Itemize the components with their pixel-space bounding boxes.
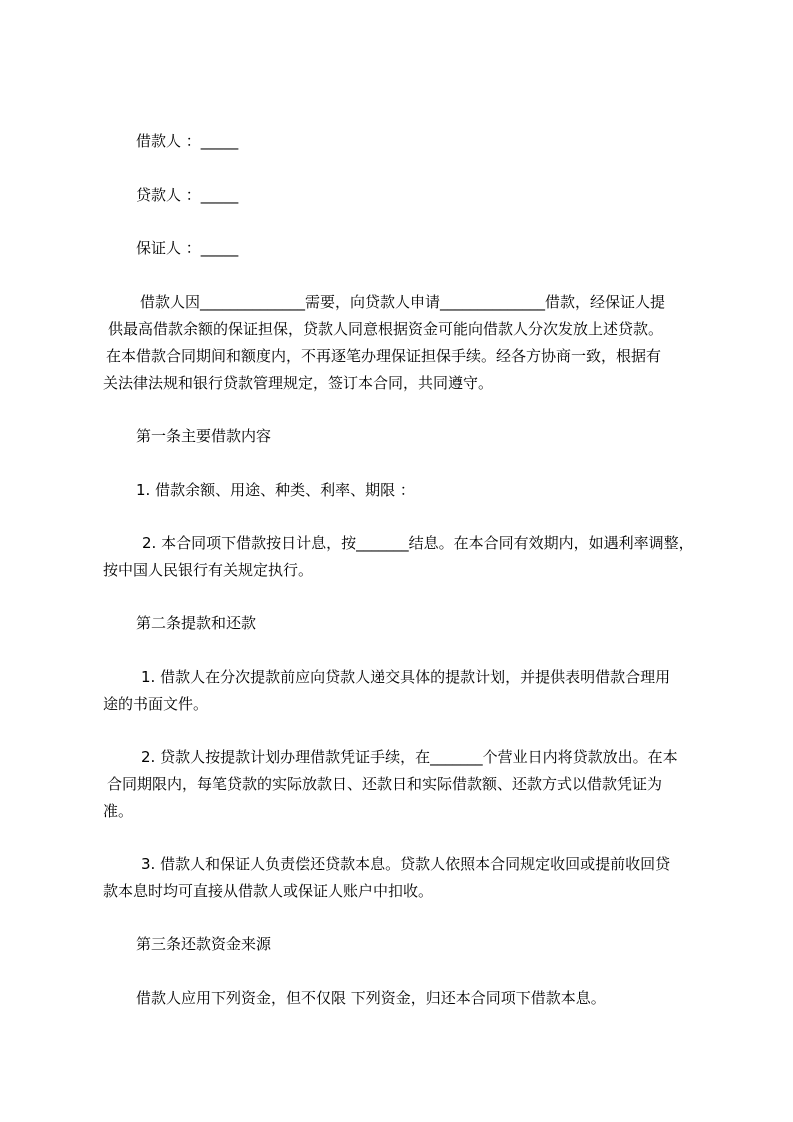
article-3-body: 借款人应用下列资金，但不仅限 下列资金，归还本合同项下借款本息。 <box>136 989 606 1007</box>
article-2-item-3-line-2: 款本息时均可直接从借款人或保证人账户中扣收。 <box>103 882 434 900</box>
article-2-item-1-line-1: 1. 借款人在分次提款前应向贷款人递交具体的提款计划，并提供表明借款合理用 <box>141 668 671 686</box>
borrower-line: 借款人 ：_____ <box>136 132 239 150</box>
intro-line-2: 供最高借款余额的保证担保，贷款人同意根据资金可能向借款人分次发放上述贷款。 <box>108 320 664 338</box>
article-2-title: 第二条提款和还款 <box>136 614 257 632</box>
article-2-item-1-line-2: 途的书面文件。 <box>103 695 209 713</box>
article-1-item-2-line-2: 按中国人民银行有关规定执行。 <box>103 561 314 579</box>
article-3-title: 第三条还款资金来源 <box>136 935 272 953</box>
intro-line-3: 在本借款合同期间和额度内，不再逐笔办理保证担保手续。经各方协商一致，根据有 <box>106 347 662 365</box>
article-2-item-2-line-2: 合同期限内，每笔贷款的实际放款日、还款日和实际借款额、还款方式以借款凭证为 <box>107 775 663 793</box>
intro-line-1: 借款人因______________需要，向贷款人申请______________借款，经保证人提 <box>140 293 666 311</box>
lender-line: 贷款人 ：_____ <box>136 186 239 204</box>
article-1-item-2-line-1: 2. 本合同项下借款按日计息，按_______结息。在本合同有效期内，如遇利率调整， <box>142 534 694 552</box>
article-2-item-2-line-1: 2. 贷款人按提款计划办理借款凭证手续，在_______个营业日内将贷款放出。在本 <box>141 748 678 766</box>
guarantor-line: 保证人 ：_____ <box>136 239 239 257</box>
article-2-item-2-line-3: 准。 <box>103 802 134 820</box>
intro-line-4: 关法律法规和银行贷款管理规定，签订本合同，共同遵守。 <box>103 374 494 392</box>
article-1-item-1: 1. 借款余额、用途、种类、利率、期限 ： <box>136 481 415 499</box>
article-2-item-3-line-1: 3. 借款人和保证人负责偿还贷款本息。贷款人依照本合同规定收回或提前收回贷 <box>141 855 671 873</box>
article-1-title: 第一条主要借款内容 <box>136 427 272 445</box>
